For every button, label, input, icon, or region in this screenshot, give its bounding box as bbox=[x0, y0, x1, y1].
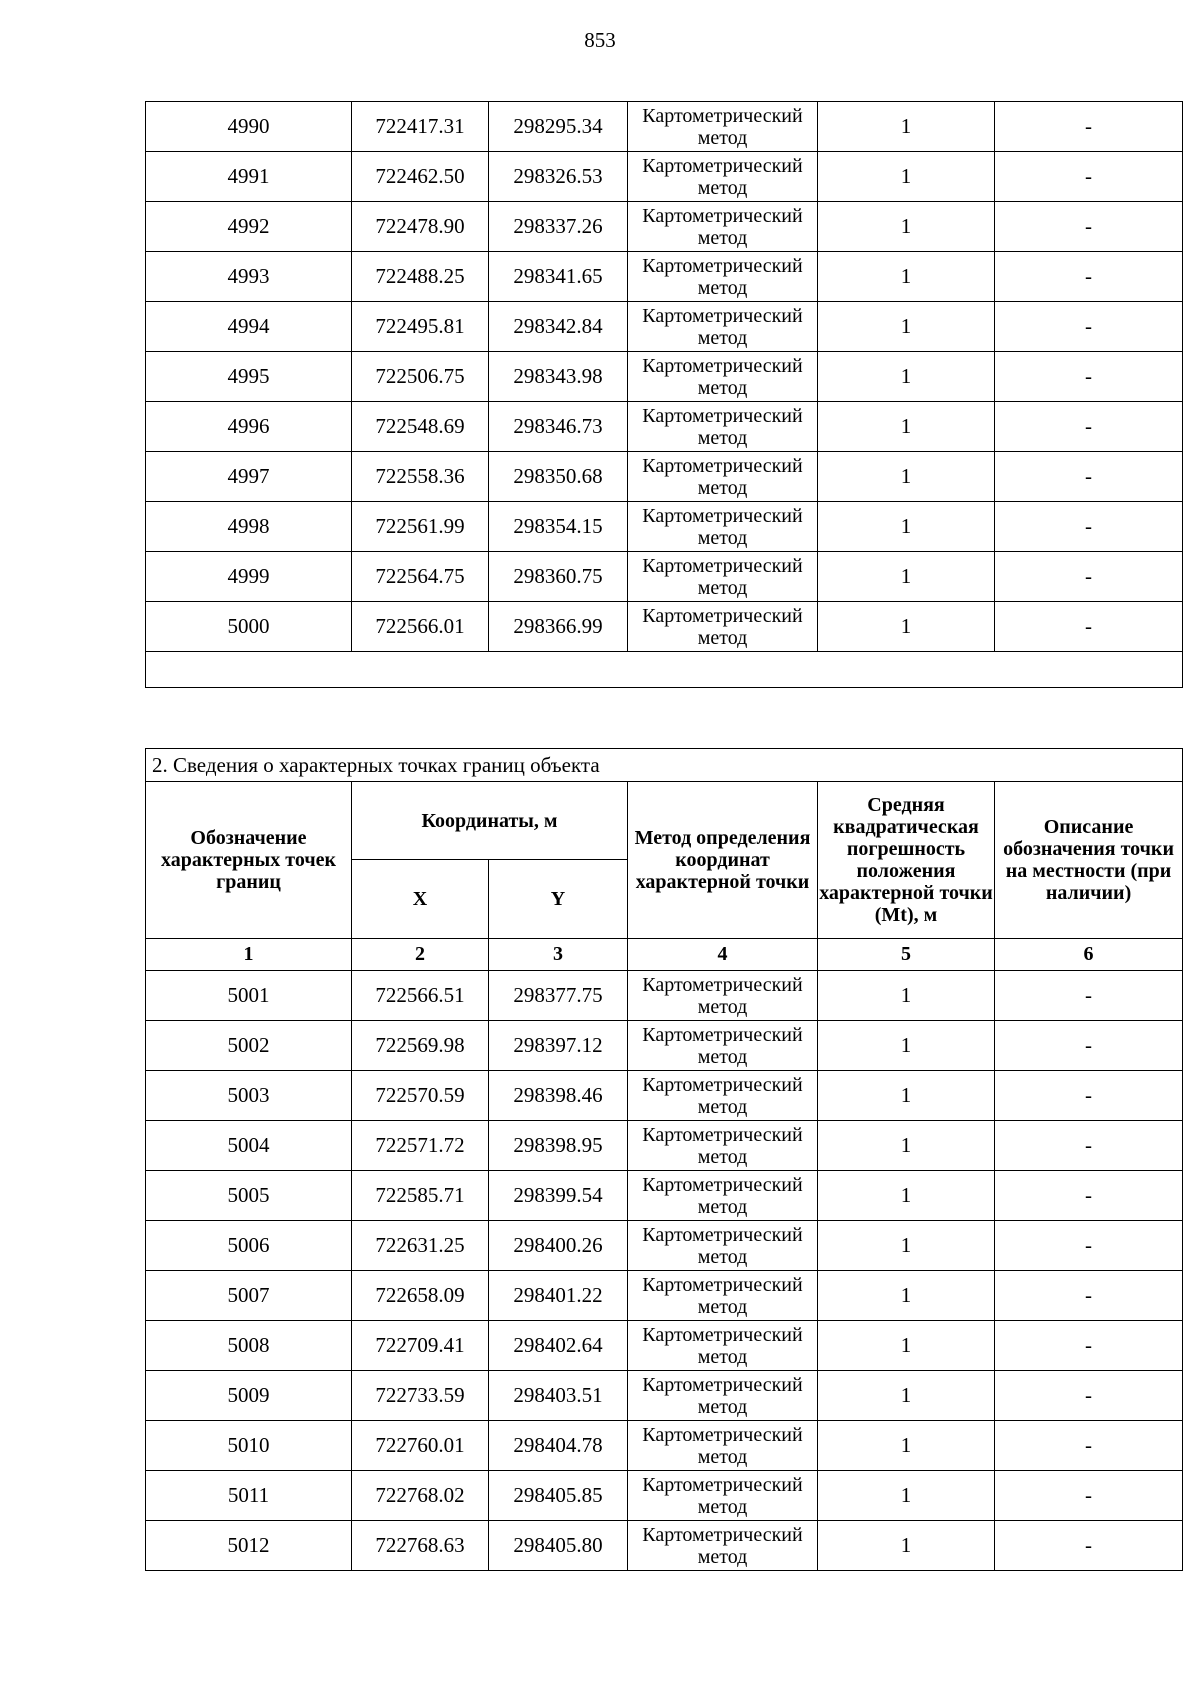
y-coordinate-cell: 298398.95 bbox=[489, 1121, 628, 1171]
x-coordinate-cell: 722585.71 bbox=[352, 1171, 489, 1221]
y-coordinate-cell: 298400.26 bbox=[489, 1221, 628, 1271]
coordinates-table-body bbox=[146, 102, 1183, 652]
method-cell: Картометрический метод bbox=[628, 552, 818, 602]
point-id-cell: 4998 bbox=[146, 502, 352, 552]
point-id-cell: 4992 bbox=[146, 202, 352, 252]
method-cell: Картометрический метод bbox=[628, 1521, 818, 1571]
y-coordinate-cell: 298366.99 bbox=[489, 602, 628, 652]
y-coordinate-cell: 298341.65 bbox=[489, 252, 628, 302]
accuracy-cell: 1 bbox=[818, 302, 995, 352]
table-row bbox=[146, 1371, 1183, 1421]
header-y: Y bbox=[489, 860, 628, 939]
method-cell: Картометрический метод bbox=[628, 1421, 818, 1471]
accuracy-cell: 1 bbox=[818, 971, 995, 1021]
x-coordinate-cell: 722768.63 bbox=[352, 1521, 489, 1571]
x-coordinate-cell: 722631.25 bbox=[352, 1221, 489, 1271]
point-id-cell: 4994 bbox=[146, 302, 352, 352]
x-coordinate-cell: 722558.36 bbox=[352, 452, 489, 502]
x-coordinate-cell: 722462.50 bbox=[352, 152, 489, 202]
column-number-5: 5 bbox=[818, 939, 995, 971]
accuracy-cell: 1 bbox=[818, 1421, 995, 1471]
accuracy-cell: 1 bbox=[818, 1021, 995, 1071]
description-cell: - bbox=[995, 252, 1183, 302]
point-id-cell: 5003 bbox=[146, 1071, 352, 1121]
accuracy-cell: 1 bbox=[818, 1071, 995, 1121]
point-id-cell: 5002 bbox=[146, 1021, 352, 1071]
table-row bbox=[146, 971, 1183, 1021]
method-cell: Картометрический метод bbox=[628, 602, 818, 652]
point-id-cell: 5010 bbox=[146, 1421, 352, 1471]
table-row bbox=[146, 1171, 1183, 1221]
accuracy-cell: 1 bbox=[818, 552, 995, 602]
method-cell: Картометрический метод bbox=[628, 971, 818, 1021]
method-cell: Картометрический метод bbox=[628, 102, 818, 152]
method-cell: Картометрический метод bbox=[628, 152, 818, 202]
description-cell: - bbox=[995, 1121, 1183, 1171]
boundary-points-table-body bbox=[146, 971, 1183, 1571]
accuracy-cell: 1 bbox=[818, 1471, 995, 1521]
empty-cell bbox=[146, 652, 1183, 688]
description-cell: - bbox=[995, 1071, 1183, 1121]
x-coordinate-cell: 722561.99 bbox=[352, 502, 489, 552]
y-coordinate-cell: 298404.78 bbox=[489, 1421, 628, 1471]
point-id-cell: 5012 bbox=[146, 1521, 352, 1571]
column-number-6: 6 bbox=[995, 939, 1183, 971]
x-coordinate-cell: 722548.69 bbox=[352, 402, 489, 452]
y-coordinate-cell: 298403.51 bbox=[489, 1371, 628, 1421]
y-coordinate-cell: 298377.75 bbox=[489, 971, 628, 1021]
coordinates-table-continued bbox=[145, 101, 1183, 688]
table-row bbox=[146, 252, 1183, 302]
y-coordinate-cell: 298401.22 bbox=[489, 1271, 628, 1321]
point-id-cell: 4990 bbox=[146, 102, 352, 152]
point-id-cell: 4999 bbox=[146, 552, 352, 602]
boundary-points-table bbox=[145, 748, 1183, 1571]
accuracy-cell: 1 bbox=[818, 1371, 995, 1421]
y-coordinate-cell: 298397.12 bbox=[489, 1021, 628, 1071]
accuracy-cell: 1 bbox=[818, 202, 995, 252]
method-cell: Картометрический метод bbox=[628, 1021, 818, 1071]
page-number: 853 bbox=[584, 28, 616, 52]
description-cell: - bbox=[995, 552, 1183, 602]
table-row bbox=[146, 1471, 1183, 1521]
table-row bbox=[146, 1421, 1183, 1471]
x-coordinate-cell: 722733.59 bbox=[352, 1371, 489, 1421]
y-coordinate-cell: 298405.80 bbox=[489, 1521, 628, 1571]
table-row bbox=[146, 1271, 1183, 1321]
x-coordinate-cell: 722506.75 bbox=[352, 352, 489, 402]
x-coordinate-cell: 722566.01 bbox=[352, 602, 489, 652]
method-cell: Картометрический метод bbox=[628, 302, 818, 352]
description-cell: - bbox=[995, 202, 1183, 252]
description-cell: - bbox=[995, 1421, 1183, 1471]
table-row bbox=[146, 452, 1183, 502]
table-row bbox=[146, 1021, 1183, 1071]
x-coordinate-cell: 722570.59 bbox=[352, 1071, 489, 1121]
description-cell: - bbox=[995, 1021, 1183, 1071]
method-cell: Картометрический метод bbox=[628, 402, 818, 452]
accuracy-cell: 1 bbox=[818, 152, 995, 202]
method-cell: Картометрический метод bbox=[628, 1371, 818, 1421]
method-cell: Картометрический метод bbox=[628, 452, 818, 502]
point-id-cell: 5005 bbox=[146, 1171, 352, 1221]
accuracy-cell: 1 bbox=[818, 502, 995, 552]
accuracy-cell: 1 bbox=[818, 102, 995, 152]
point-id-cell: 4991 bbox=[146, 152, 352, 202]
column-number-2: 2 bbox=[352, 939, 489, 971]
table-row bbox=[146, 1221, 1183, 1271]
accuracy-cell: 1 bbox=[818, 1271, 995, 1321]
column-number-3: 3 bbox=[489, 939, 628, 971]
method-cell: Картометрический метод bbox=[628, 1271, 818, 1321]
x-coordinate-cell: 722709.41 bbox=[352, 1321, 489, 1371]
table-row bbox=[146, 352, 1183, 402]
y-coordinate-cell: 298360.75 bbox=[489, 552, 628, 602]
x-coordinate-cell: 722566.51 bbox=[352, 971, 489, 1021]
point-id-cell: 5008 bbox=[146, 1321, 352, 1371]
header-x: X bbox=[352, 860, 489, 939]
point-id-cell: 5000 bbox=[146, 602, 352, 652]
accuracy-cell: 1 bbox=[818, 602, 995, 652]
description-cell: - bbox=[995, 1371, 1183, 1421]
accuracy-cell: 1 bbox=[818, 402, 995, 452]
x-coordinate-cell: 722478.90 bbox=[352, 202, 489, 252]
method-cell: Картометрический метод bbox=[628, 1471, 818, 1521]
accuracy-cell: 1 bbox=[818, 1321, 995, 1371]
x-coordinate-cell: 722564.75 bbox=[352, 552, 489, 602]
table-row bbox=[146, 1521, 1183, 1571]
x-coordinate-cell: 722760.01 bbox=[352, 1421, 489, 1471]
accuracy-cell: 1 bbox=[818, 352, 995, 402]
point-id-cell: 4993 bbox=[146, 252, 352, 302]
point-id-cell: 5009 bbox=[146, 1371, 352, 1421]
y-coordinate-cell: 298295.34 bbox=[489, 102, 628, 152]
x-coordinate-cell: 722658.09 bbox=[352, 1271, 489, 1321]
description-cell: - bbox=[995, 502, 1183, 552]
x-coordinate-cell: 722571.72 bbox=[352, 1121, 489, 1171]
header-coordinates: Координаты, м bbox=[352, 782, 628, 860]
point-id-cell: 5006 bbox=[146, 1221, 352, 1271]
description-cell: - bbox=[995, 602, 1183, 652]
method-cell: Картометрический метод bbox=[628, 1121, 818, 1171]
table-row bbox=[146, 502, 1183, 552]
point-id-cell: 5011 bbox=[146, 1471, 352, 1521]
description-cell: - bbox=[995, 1271, 1183, 1321]
table-row bbox=[146, 152, 1183, 202]
section-title: 2. Сведения о характерных точках границ объекта bbox=[146, 749, 1183, 782]
x-coordinate-cell: 722768.02 bbox=[352, 1471, 489, 1521]
column-number-1: 1 bbox=[146, 939, 352, 971]
x-coordinate-cell: 722417.31 bbox=[352, 102, 489, 152]
x-coordinate-cell: 722488.25 bbox=[352, 252, 489, 302]
accuracy-cell: 1 bbox=[818, 1171, 995, 1221]
accuracy-cell: 1 bbox=[818, 252, 995, 302]
description-cell: - bbox=[995, 971, 1183, 1021]
point-id-cell: 5004 bbox=[146, 1121, 352, 1171]
description-cell: - bbox=[995, 1321, 1183, 1371]
y-coordinate-cell: 298405.85 bbox=[489, 1471, 628, 1521]
point-id-cell: 4995 bbox=[146, 352, 352, 402]
header-description: Описание обозначения точки на местности (при наличии) bbox=[995, 782, 1183, 939]
method-cell: Картометрический метод bbox=[628, 252, 818, 302]
header-accuracy: Средняя квадратическая погрешность положения характерной точки (Mt), м bbox=[818, 782, 995, 939]
method-cell: Картометрический метод bbox=[628, 1321, 818, 1371]
table-row bbox=[146, 1321, 1183, 1371]
table-row bbox=[146, 552, 1183, 602]
method-cell: Картометрический метод bbox=[628, 502, 818, 552]
description-cell: - bbox=[995, 452, 1183, 502]
y-coordinate-cell: 298337.26 bbox=[489, 202, 628, 252]
table-row bbox=[146, 302, 1183, 352]
table-row bbox=[146, 402, 1183, 452]
method-cell: Картометрический метод bbox=[628, 202, 818, 252]
y-coordinate-cell: 298354.15 bbox=[489, 502, 628, 552]
y-coordinate-cell: 298402.64 bbox=[489, 1321, 628, 1371]
point-id-cell: 4996 bbox=[146, 402, 352, 452]
description-cell: - bbox=[995, 402, 1183, 452]
accuracy-cell: 1 bbox=[818, 452, 995, 502]
method-cell: Картометрический метод bbox=[628, 1071, 818, 1121]
table-row bbox=[146, 102, 1183, 152]
y-coordinate-cell: 298342.84 bbox=[489, 302, 628, 352]
header-method: Метод определения координат характерной точки bbox=[628, 782, 818, 939]
description-cell: - bbox=[995, 102, 1183, 152]
description-cell: - bbox=[995, 1171, 1183, 1221]
x-coordinate-cell: 722569.98 bbox=[352, 1021, 489, 1071]
y-coordinate-cell: 298350.68 bbox=[489, 452, 628, 502]
description-cell: - bbox=[995, 152, 1183, 202]
column-number-4: 4 bbox=[628, 939, 818, 971]
method-cell: Картометрический метод bbox=[628, 1171, 818, 1221]
table-row bbox=[146, 1071, 1183, 1121]
description-cell: - bbox=[995, 302, 1183, 352]
y-coordinate-cell: 298398.46 bbox=[489, 1071, 628, 1121]
y-coordinate-cell: 298346.73 bbox=[489, 402, 628, 452]
accuracy-cell: 1 bbox=[818, 1221, 995, 1271]
y-coordinate-cell: 298326.53 bbox=[489, 152, 628, 202]
table-row bbox=[146, 1121, 1183, 1171]
description-cell: - bbox=[995, 352, 1183, 402]
table-row bbox=[146, 202, 1183, 252]
point-id-cell: 4997 bbox=[146, 452, 352, 502]
accuracy-cell: 1 bbox=[818, 1521, 995, 1571]
x-coordinate-cell: 722495.81 bbox=[352, 302, 489, 352]
table-row bbox=[146, 602, 1183, 652]
point-id-cell: 5007 bbox=[146, 1271, 352, 1321]
header-designation: Обозначение характерных точек границ bbox=[146, 782, 352, 939]
method-cell: Картометрический метод bbox=[628, 1221, 818, 1271]
description-cell: - bbox=[995, 1521, 1183, 1571]
y-coordinate-cell: 298343.98 bbox=[489, 352, 628, 402]
accuracy-cell: 1 bbox=[818, 1121, 995, 1171]
description-cell: - bbox=[995, 1221, 1183, 1271]
description-cell: - bbox=[995, 1471, 1183, 1521]
point-id-cell: 5001 bbox=[146, 971, 352, 1021]
method-cell: Картометрический метод bbox=[628, 352, 818, 402]
y-coordinate-cell: 298399.54 bbox=[489, 1171, 628, 1221]
empty-row bbox=[146, 652, 1183, 688]
